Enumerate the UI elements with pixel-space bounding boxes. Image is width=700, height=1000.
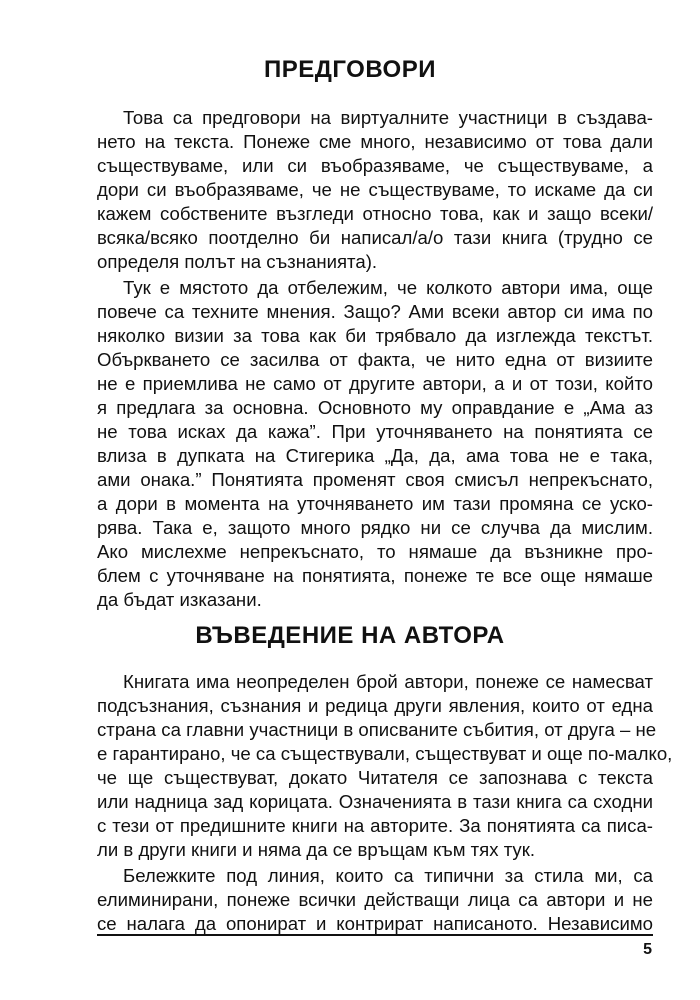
text-line: страна са главни участници в описваните събития, от друга – не xyxy=(97,719,657,740)
text-line: не това исках да кажа”. При уточняването на понятията се xyxy=(97,421,653,442)
text-line: ами онака.” Понятията променят своя смисъл непрекъснато, xyxy=(97,469,653,490)
footer-rule xyxy=(97,934,653,936)
text-line: всяка/всяко поотделно би написал/а/о тази книга (трудно се xyxy=(97,227,653,248)
text-line: с тези от предишните книги на авторите. За понятията са писа- xyxy=(97,815,653,836)
text-line: Ако мислехме непрекъснато, то нямаше да възникне про- xyxy=(97,541,653,562)
text-line: ли в други книги и няма да се връщам към тях тук. xyxy=(97,839,536,860)
text-line: блем с уточняване на понятията, понеже те все още нямаше xyxy=(97,565,653,586)
text-line: Тук е мястото да отбележим, че колкото автори има, още xyxy=(123,277,653,298)
text-line: съществуваме, или си въобразяваме, че съществуваме, а xyxy=(97,155,653,176)
text-line: се налага да опонират и контрират написаното. Независимо xyxy=(97,913,653,934)
text-line: подсъзнания, съзнания и редица други явления, които от една xyxy=(97,695,653,716)
text-line: рява. Така е, защото много рядко ни се случва да мислим. xyxy=(97,517,653,538)
text-line: Това са предговори на виртуалните участници в създава- xyxy=(123,107,653,128)
text-line: влиза в дупката на Стигерика „Да, да, ама това не е така, xyxy=(97,445,653,466)
text-line: че ще съществуват, докато Читателя се запознава с текста xyxy=(97,767,653,788)
section-heading-forewords: ПРЕДГОВОРИ xyxy=(264,56,436,83)
text-line: а дори в момента на уточняването им тази промяна се ускo- xyxy=(97,493,653,514)
text-line: не е приемлива не само от другите автори, а и от този, който xyxy=(97,373,653,394)
text-line: определя полът на съзнанията). xyxy=(97,251,378,272)
text-line: повече са техните мнения. Защо? Ами всеки автор си има по xyxy=(97,301,653,322)
text-line: Объркването се засилва от факта, че нито една от визиите xyxy=(97,349,653,370)
section-heading-author-introduction: ВЪВЕДЕНИЕ НА АВТОРА xyxy=(195,622,505,649)
text-line: или надница зад корицата. Означенията в тази книга са сходни xyxy=(97,791,653,812)
text-line: да бъдат изказани. xyxy=(97,589,262,610)
text-line: няколко визии за това как би трябвало да изглежда текстът. xyxy=(97,325,653,346)
text-line: е гарантирано, че са съществували, съществуват и още по-малко, xyxy=(97,743,673,764)
text-line: дори си въобразяваме, че не съществуваме, то искаме да си xyxy=(97,179,653,200)
text-line: Книгата има неопределен брой автори, понеже се намесват xyxy=(123,671,653,692)
text-line: нето на текста. Понеже сме много, независимо от това дали xyxy=(97,131,653,152)
text-line: елиминирани, понеже всички действащи лица са автори и не xyxy=(97,889,653,910)
text-line: я предлага за основна. Основното му оправдание е „Ама аз xyxy=(97,397,653,418)
text-line: кажем собствените възгледи относно това, как и защо всеки/ xyxy=(97,203,653,224)
text-line: Бележките под линия, които са типични за стила ми, са xyxy=(123,865,653,886)
page-number: 5 xyxy=(643,941,652,958)
